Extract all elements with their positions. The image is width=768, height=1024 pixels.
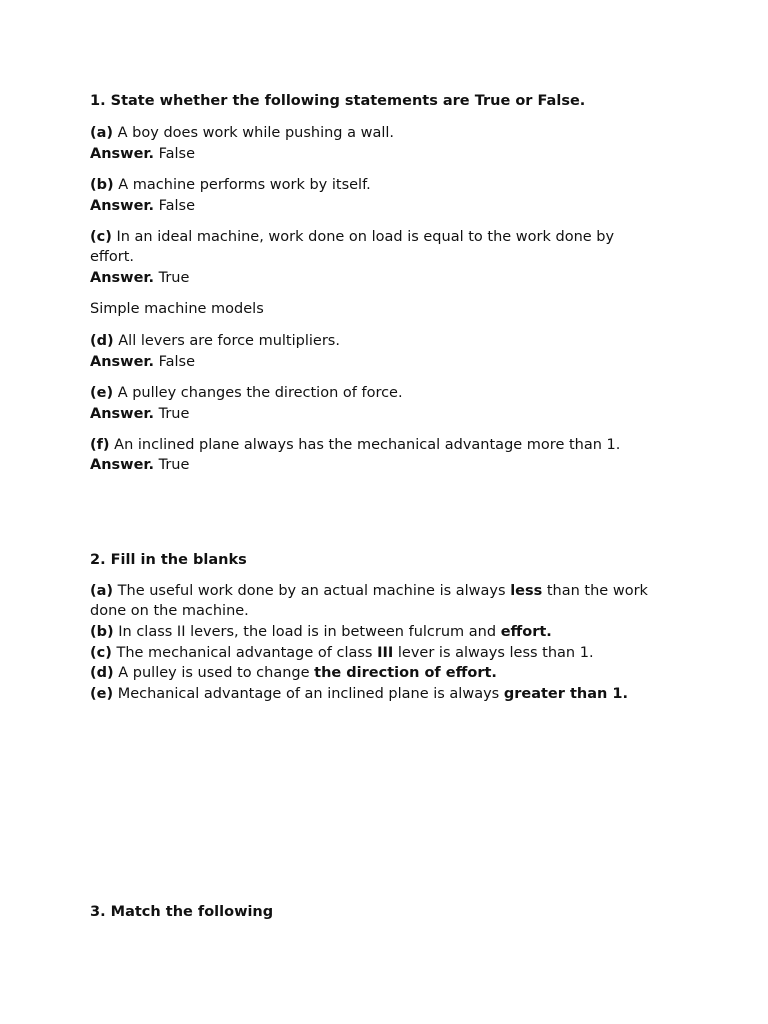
section3-heading: 3. Match the following	[90, 904, 274, 920]
answer-1a: Answer. False	[90, 146, 196, 162]
question-1c: (c) In an ideal machine, work done on load is equal to the work done by	[90, 229, 615, 245]
question-1d: (d) All levers are force multipliers.	[90, 333, 340, 349]
blank-2e: (e) Mechanical advantage of an inclined plane is always greater than 1.	[90, 686, 628, 702]
blank-2a-cont: done on the machine.	[90, 603, 249, 619]
question-1e: (e) A pulley changes the direction of force.	[90, 385, 403, 401]
answer-1e: Answer. True	[90, 406, 190, 422]
question-1a: (a) A boy does work while pushing a wall.	[90, 125, 395, 141]
blank-2c: (c) The mechanical advantage of class III lever is always less than 1.	[90, 645, 594, 661]
section2-heading: 2. Fill in the blanks	[90, 552, 247, 568]
answer-1f: Answer. True	[90, 457, 190, 473]
answer-1b: Answer. False	[90, 198, 196, 214]
blank-2b: (b) In class II levers, the load is in between fulcrum and effort.	[90, 624, 552, 640]
answer-1d: Answer. False	[90, 354, 196, 370]
question-1f: (f) An inclined plane always has the mechanical advantage more than 1.	[90, 437, 621, 453]
question-1c-cont: effort.	[90, 249, 135, 265]
question-1b: (b) A machine performs work by itself.	[90, 177, 371, 193]
blank-2a: (a) The useful work done by an actual machine is always less than the work	[90, 583, 648, 599]
answer-1c: Answer. True	[90, 270, 190, 286]
blank-2d: (d) A pulley is used to change the direction of effort.	[90, 665, 497, 681]
interstitial-text: Simple machine models	[90, 301, 264, 317]
section1-heading: 1. State whether the following statements are True or False.	[90, 93, 586, 109]
